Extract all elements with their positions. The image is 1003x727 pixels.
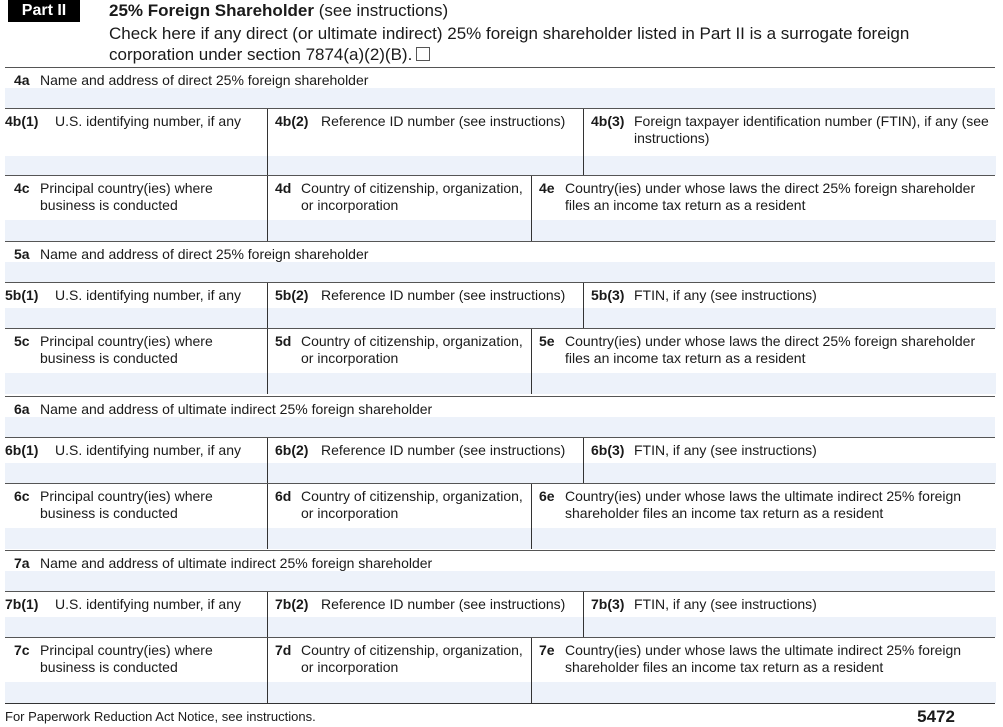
cell-ftin <box>583 283 996 328</box>
field-label <box>5 642 263 676</box>
row-identifiers <box>5 591 995 637</box>
field-code: 5d <box>275 333 292 349</box>
cell-us-id <box>5 109 267 175</box>
field-text: Principal country(ies) where business is conducted <box>40 642 213 675</box>
row-identifiers <box>5 282 995 328</box>
cell-business-country <box>5 329 267 394</box>
row-identifiers <box>5 108 995 175</box>
field-text: Country of citizenship, organization, or incorporation <box>301 333 523 366</box>
cell-tax-residence-country <box>531 176 996 241</box>
input-field[interactable] <box>5 308 267 328</box>
field-code: 4b(3) <box>591 113 625 129</box>
cell-reference-id <box>267 592 584 637</box>
input-field[interactable] <box>532 220 996 241</box>
field-label <box>532 180 992 214</box>
field-text: Reference ID number (see instructions) <box>321 442 566 458</box>
field-label <box>5 596 263 613</box>
field-text: Name and address of direct 25% foreign shareholder <box>40 72 369 88</box>
field-code: 6b(2) <box>275 442 309 458</box>
input-field[interactable] <box>268 528 532 549</box>
input-field[interactable] <box>5 417 995 438</box>
field-text: Country of citizenship, organization, or incorporation <box>301 180 523 213</box>
field-text: FTIN, if any (see instructions) <box>634 442 817 458</box>
surrogate-check-line <box>109 23 989 65</box>
input-field[interactable] <box>5 156 267 175</box>
field-text: Country(ies) under whose laws the direct 25% foreign shareholder files an income tax return as a resident <box>565 180 976 213</box>
input-field[interactable] <box>5 528 267 549</box>
field-label <box>5 442 263 459</box>
field-label <box>5 72 991 89</box>
field-code: 6e <box>539 488 555 504</box>
field-code: 7b(1) <box>5 596 39 612</box>
field-code: 6d <box>275 488 292 504</box>
field-code: 4b(1) <box>5 113 39 129</box>
field-code: 4e <box>539 180 555 196</box>
cell-tax-residence-country <box>531 484 996 549</box>
input-field[interactable] <box>584 617 996 637</box>
input-field[interactable] <box>584 156 996 175</box>
part-title-text: 25% Foreign Shareholder <box>109 1 314 20</box>
field-text: U.S. identifying number, if any <box>55 596 241 612</box>
input-field[interactable] <box>268 308 584 328</box>
field-code: 5e <box>539 333 555 349</box>
part-title <box>109 0 448 22</box>
cell-name-address <box>5 242 995 283</box>
field-code: 6b(1) <box>5 442 39 458</box>
field-text: Reference ID number (see instructions) <box>321 113 566 129</box>
cell-reference-id <box>267 438 584 483</box>
field-text: Principal country(ies) where business is conducted <box>40 488 213 521</box>
field-label <box>268 642 528 676</box>
field-label <box>268 442 580 459</box>
cell-citizenship-country <box>267 638 532 703</box>
field-label <box>268 180 528 214</box>
field-code: 5a <box>14 246 30 262</box>
field-label <box>584 287 992 304</box>
input-field[interactable] <box>268 220 532 241</box>
field-label <box>532 488 992 522</box>
field-code: 6b(3) <box>591 442 625 458</box>
cell-business-country <box>5 176 267 241</box>
row-identifiers <box>5 437 995 483</box>
field-label <box>5 246 991 263</box>
cell-name-address <box>5 68 995 109</box>
input-field[interactable] <box>5 571 995 592</box>
cell-reference-id <box>267 283 584 328</box>
field-code: 5c <box>14 333 30 349</box>
surrogate-checkbox[interactable] <box>416 47 430 61</box>
field-text: Country(ies) under whose laws the ultimate indirect 25% foreign shareholder files an income tax return as a resident <box>565 488 962 521</box>
field-label <box>584 113 992 147</box>
field-label <box>268 596 580 613</box>
field-code: 4d <box>275 180 292 196</box>
field-text: Country of citizenship, organization, or incorporation <box>301 488 523 521</box>
input-field[interactable] <box>5 463 267 483</box>
field-text: Reference ID number (see instructions) <box>321 596 566 612</box>
field-text: U.S. identifying number, if any <box>55 287 241 303</box>
part-title-note: (see instructions) <box>318 1 449 20</box>
part-badge: Part II <box>8 0 80 22</box>
cell-us-id <box>5 438 267 483</box>
field-text: Country(ies) under whose laws the ultimate indirect 25% foreign shareholder files an income tax return as a resident <box>565 642 962 675</box>
field-label <box>584 442 992 459</box>
field-code: 4a <box>14 72 30 88</box>
field-code: 7b(3) <box>591 596 625 612</box>
footer <box>5 703 995 726</box>
cell-tax-residence-country <box>531 329 996 394</box>
cell-ftin <box>583 592 996 637</box>
input-field[interactable] <box>584 463 996 483</box>
cell-business-country <box>5 484 267 549</box>
row-countries <box>5 175 995 241</box>
cell-tax-residence-country <box>531 638 996 703</box>
field-label <box>5 180 263 214</box>
field-code: 7d <box>275 642 292 658</box>
field-label <box>532 642 992 676</box>
field-label <box>5 287 263 304</box>
cell-ftin <box>583 438 996 483</box>
input-field[interactable] <box>5 88 995 109</box>
row-name-address <box>5 396 995 438</box>
field-text: Name and address of direct 25% foreign shareholder <box>40 246 369 262</box>
input-field[interactable] <box>5 373 267 394</box>
input-field[interactable] <box>5 220 267 241</box>
input-field[interactable] <box>532 528 996 549</box>
field-text: U.S. identifying number, if any <box>55 442 241 458</box>
input-field[interactable] <box>268 373 532 394</box>
cell-reference-id <box>267 109 584 175</box>
field-code: 6c <box>14 488 30 504</box>
cell-us-id <box>5 283 267 328</box>
cell-us-id <box>5 592 267 637</box>
cell-ftin <box>583 109 996 175</box>
field-code: 4b(2) <box>275 113 309 129</box>
cell-name-address <box>5 397 995 438</box>
row-name-address <box>5 550 995 592</box>
field-text: Foreign taxpayer identification number (FTIN), if any (see instructions) <box>634 113 989 146</box>
row-name-address <box>5 67 995 109</box>
row-name-address <box>5 241 995 283</box>
footer-notice: For Paperwork Reduction Act Notice, see instructions. <box>5 709 316 724</box>
field-label <box>5 488 263 522</box>
cell-name-address <box>5 551 995 592</box>
field-label <box>268 333 528 367</box>
field-code: 7a <box>14 555 30 571</box>
input-field[interactable] <box>584 308 996 328</box>
field-text: Name and address of ultimate indirect 25% foreign shareholder <box>40 401 433 417</box>
input-field[interactable] <box>268 463 584 483</box>
input-field[interactable] <box>532 682 996 703</box>
input-field[interactable] <box>268 617 584 637</box>
row-countries <box>5 637 995 703</box>
surrogate-check-label: Check here if any direct (or ultimate indirect) 25% foreign shareholder listed in Part II is a surrogate foreign corporation under section 7874(a)(2)(B). <box>109 24 910 64</box>
field-label <box>5 555 991 572</box>
field-code: 7c <box>14 642 30 658</box>
cell-citizenship-country <box>267 329 532 394</box>
input-field[interactable] <box>268 156 584 175</box>
field-label <box>584 596 992 613</box>
field-code: 5b(2) <box>275 287 309 303</box>
field-text: Country(ies) under whose laws the direct 25% foreign shareholder files an income tax return as a resident <box>565 333 976 366</box>
cell-citizenship-country <box>267 484 532 549</box>
field-code: 7b(2) <box>275 596 309 612</box>
cell-business-country <box>5 638 267 703</box>
field-code: 7e <box>539 642 555 658</box>
field-label <box>268 287 580 304</box>
field-label <box>268 113 580 130</box>
field-label <box>5 333 263 367</box>
field-text: FTIN, if any (see instructions) <box>634 596 817 612</box>
input-field[interactable] <box>5 262 995 283</box>
field-label <box>5 401 991 418</box>
form-number: 5472 <box>917 707 955 726</box>
input-field[interactable] <box>5 682 267 703</box>
field-label <box>532 333 992 367</box>
field-label <box>5 113 263 130</box>
input-field[interactable] <box>268 682 532 703</box>
input-field[interactable] <box>532 373 996 394</box>
field-label <box>268 488 528 522</box>
field-text: Principal country(ies) where business is conducted <box>40 333 213 366</box>
field-text: U.S. identifying number, if any <box>55 113 241 129</box>
field-text: FTIN, if any (see instructions) <box>634 287 817 303</box>
row-countries <box>5 328 995 394</box>
field-code: 4c <box>14 180 30 196</box>
field-code: 6a <box>14 401 30 417</box>
cell-citizenship-country <box>267 176 532 241</box>
field-code: 5b(1) <box>5 287 39 303</box>
field-text: Reference ID number (see instructions) <box>321 287 566 303</box>
row-countries <box>5 483 995 549</box>
field-text: Name and address of ultimate indirect 25% foreign shareholder <box>40 555 433 571</box>
field-text: Country of citizenship, organization, or incorporation <box>301 642 523 675</box>
field-text: Principal country(ies) where business is conducted <box>40 180 213 213</box>
input-field[interactable] <box>5 617 267 637</box>
field-code: 5b(3) <box>591 287 625 303</box>
